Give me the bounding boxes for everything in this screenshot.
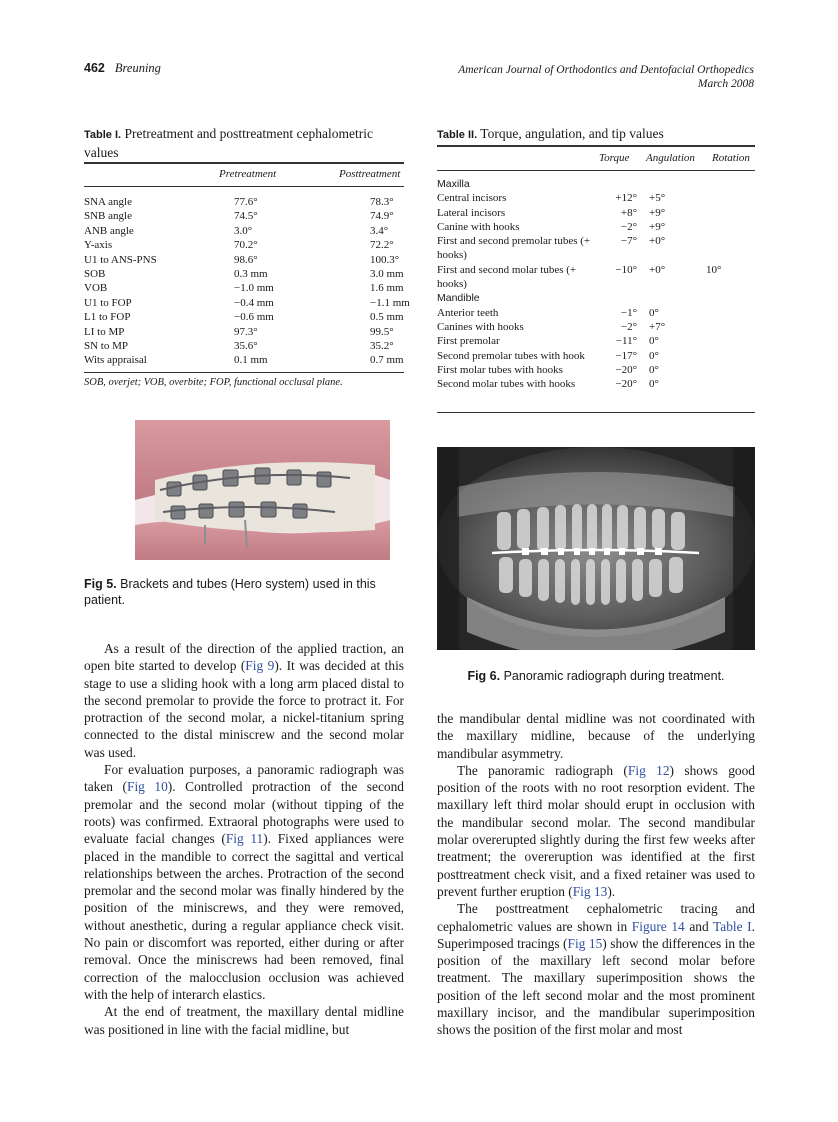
table1-post-value: 3.4° bbox=[370, 224, 389, 237]
table2-row bbox=[437, 263, 746, 292]
fig5-caption-text: Brackets and tubes (Hero system) used in this patient. bbox=[84, 577, 376, 607]
table2-torque-value: +8° bbox=[620, 206, 637, 219]
fig5-photo bbox=[135, 420, 390, 560]
table1-post-value: 72.2° bbox=[370, 239, 394, 252]
table1-col-pre: Pretreatment bbox=[219, 168, 277, 180]
figure14-link[interactable]: Figure 14 bbox=[631, 918, 685, 934]
table2-header-rule bbox=[437, 170, 755, 171]
table1-post-value: 0.5 mm bbox=[370, 311, 404, 324]
table1-post-value: −1.1 mm bbox=[370, 296, 410, 309]
table2-row-label: Mandible bbox=[437, 292, 480, 305]
table1-post-value: 99.5° bbox=[370, 325, 394, 338]
table1-row bbox=[84, 195, 430, 209]
table1-row bbox=[84, 339, 430, 353]
table1-footnote: SOB, overjet; VOB, overbite; FOP, functional occlusal plane. bbox=[84, 377, 343, 388]
table1-row bbox=[84, 310, 430, 324]
table1-row bbox=[84, 209, 430, 223]
table1-pre-value: 70.2° bbox=[234, 239, 258, 252]
table2-top-rule bbox=[437, 145, 755, 147]
table2-rotation-value bbox=[706, 377, 746, 391]
table1 bbox=[84, 195, 430, 368]
journal-issue: March 2008 bbox=[697, 78, 754, 90]
table2-row-label: Anterior teeth bbox=[437, 306, 499, 319]
table2-col-torque: Torque bbox=[599, 152, 630, 164]
paragraph: the mandibular dental midline was not coordinated with the maxillary midline, because of the underlying mandibular asymmetry. bbox=[437, 711, 755, 761]
table2-bottom-rule bbox=[437, 412, 755, 413]
table2-row bbox=[437, 349, 746, 363]
table1-bottom-rule bbox=[84, 372, 404, 373]
table1-row-label: SN to MP bbox=[84, 340, 129, 353]
table2-row-label: Maxilla bbox=[437, 178, 470, 190]
table2-col-rotation: Rotation bbox=[712, 152, 750, 164]
table2-row-label: Canine with hooks bbox=[437, 220, 520, 233]
table2-title: Torque, angulation, and tip values bbox=[480, 126, 664, 141]
table1-pre-value: 0.3 mm bbox=[234, 268, 268, 281]
table1-post-value: 74.9° bbox=[370, 210, 394, 223]
table2-rotation-value bbox=[706, 220, 746, 234]
table1-pre-value: −0.4 mm bbox=[234, 296, 274, 309]
fig13-link[interactable]: Fig 13 bbox=[572, 883, 608, 899]
table2-rotation-value bbox=[706, 206, 746, 220]
table2-rotation-value bbox=[706, 291, 746, 305]
table1-pre-value: 97.3° bbox=[234, 325, 258, 338]
table1-row bbox=[84, 238, 430, 252]
table2-angulation-value: 0° bbox=[649, 349, 659, 362]
table1-pre-value: 35.6° bbox=[234, 340, 258, 353]
fig6-label: Fig 6. bbox=[467, 669, 501, 683]
paragraph: As a result of the direction of the applied traction, an open bite started to develop (Fig 9). It was decided at this stage to use a sliding hook with a long arm placed distal to the second premolar to provide the force to protract it. For protraction of the second molar, a nickel-titanium spring connected to the distal miniscrew and the second molar was used. bbox=[84, 641, 404, 760]
paragraph: At the end of treatment, the maxillary dental midline was positioned in line with the facial midline, but bbox=[84, 1004, 404, 1037]
running-header-right bbox=[458, 63, 754, 91]
table2-angulation-value: +5° bbox=[649, 192, 666, 205]
table2-torque-value: −2° bbox=[620, 220, 637, 233]
table2-row bbox=[437, 363, 746, 377]
table2-row-label: First premolar bbox=[437, 335, 500, 348]
table2-row bbox=[437, 306, 746, 320]
table1-row-label: U1 to ANS-PNS bbox=[84, 253, 157, 266]
table1-post-value: 0.7 mm bbox=[370, 354, 404, 367]
table1-pre-value: 0.1 mm bbox=[234, 354, 268, 367]
table1-pre-value: 77.6° bbox=[234, 196, 258, 208]
table2 bbox=[437, 177, 746, 391]
panoramic-radiograph-illustration bbox=[437, 447, 755, 650]
table2-angulation-value: 0° bbox=[649, 363, 659, 376]
fig9-link[interactable]: Fig 9 bbox=[245, 658, 275, 674]
table2-group-row bbox=[437, 291, 746, 305]
table1-link[interactable]: Table I bbox=[713, 918, 752, 934]
brackets-photo-illustration bbox=[135, 420, 390, 560]
journal-name: American Journal of Orthodontics and Dentofacial Orthopedics bbox=[458, 64, 754, 76]
table2-row-label: Canines with hooks bbox=[437, 320, 524, 333]
table2-row bbox=[437, 377, 746, 391]
table1-row-label: SNA angle bbox=[84, 196, 132, 208]
table1-row-label: LI to MP bbox=[84, 325, 125, 338]
fig6-caption-text: Panoramic radiograph during treatment. bbox=[503, 669, 725, 683]
fig11-link[interactable]: Fig 11 bbox=[225, 831, 264, 847]
right-column-text bbox=[437, 710, 755, 1039]
paragraph: The posttreatment cephalometric tracing and cephalometric values are shown in Figure 14 and Table I. Superimposed tracings (Fig 15) show the differences in the position of the maxillary left second molar before treatment. The maxillary superimposition shows the position of the left second molar and the most prominent maxillary incisor, and the mandibular superimposition shows the position of the first molar and most bbox=[437, 901, 755, 1038]
table1-row-label: Y-axis bbox=[84, 239, 113, 252]
table1-caption bbox=[84, 125, 404, 161]
paragraph: The panoramic radiograph (Fig 12) shows good position of the roots with no root resorption evident. The maxillary left third molar should erupt in occlusion with the mandibular second molar. The second mandibular molar overerupted slightly during the first few weeks after treatment; the overeruption was identified at the first posttreatment check visit, and a fixed retainer was used to prevent further eruption (Fig 13). bbox=[437, 762, 755, 899]
table2-row bbox=[437, 334, 746, 348]
table2-row bbox=[437, 191, 746, 205]
table1-post-value: 1.6 mm bbox=[370, 282, 404, 295]
table2-torque-value: −11° bbox=[615, 335, 637, 348]
page-number: 462 bbox=[84, 61, 105, 75]
table2-angulation-value bbox=[639, 291, 706, 305]
fig10-link[interactable]: Fig 10 bbox=[127, 779, 168, 795]
table2-rotation-value bbox=[706, 306, 746, 320]
table2-angulation-value: +9° bbox=[649, 206, 666, 219]
table1-post-value: 35.2° bbox=[370, 340, 394, 353]
table1-row bbox=[84, 325, 430, 339]
table2-torque-value bbox=[595, 291, 639, 305]
table2-rotation-value bbox=[706, 363, 746, 377]
table2-rotation-value: 10° bbox=[706, 263, 722, 276]
table2-row bbox=[437, 206, 746, 220]
fig15-link[interactable]: Fig 15 bbox=[567, 935, 603, 951]
running-author: Breuning bbox=[114, 61, 161, 75]
table1-row bbox=[84, 267, 430, 281]
table2-row-label: Central incisors bbox=[437, 192, 507, 205]
table1-row bbox=[84, 353, 430, 367]
table2-row-label: First and second molar tubes (+ hooks) bbox=[437, 263, 577, 291]
running-header-left bbox=[84, 61, 161, 76]
fig6-radiograph bbox=[437, 447, 755, 650]
table2-torque-value: −17° bbox=[615, 349, 637, 362]
table2-torque-value: −20° bbox=[615, 378, 637, 391]
table2-rotation-value bbox=[706, 234, 746, 263]
table1-post-value: 3.0 mm bbox=[370, 268, 404, 281]
table2-angulation-value: 0° bbox=[649, 306, 659, 319]
table1-col-post: Posttreatment bbox=[339, 168, 401, 180]
table1-pre-value: −0.6 mm bbox=[234, 311, 274, 324]
table2-torque-value: −10° bbox=[615, 263, 637, 276]
table1-post-value: 100.3° bbox=[370, 253, 400, 266]
table1-row-label: U1 to FOP bbox=[84, 296, 132, 309]
table2-label: Table II. bbox=[437, 129, 478, 141]
table2-row-label: Second molar tubes with hooks bbox=[437, 378, 576, 391]
table2-rotation-value bbox=[706, 320, 746, 334]
table1-title: Pretreatment and posttreatment cephalometric values bbox=[84, 126, 373, 160]
table2-group-row bbox=[437, 177, 746, 191]
table2-torque-value: −2° bbox=[620, 320, 637, 333]
table1-row-label: VOB bbox=[84, 282, 108, 295]
table1-row-label: Wits appraisal bbox=[84, 354, 147, 367]
fig6-caption bbox=[437, 668, 755, 684]
table2-row bbox=[437, 220, 746, 234]
table1-row-label: SNB angle bbox=[84, 210, 132, 223]
table2-rotation-value bbox=[706, 334, 746, 348]
fig5-caption bbox=[84, 576, 404, 608]
table1-row bbox=[84, 224, 430, 238]
table2-angulation-value: +0° bbox=[649, 235, 666, 248]
fig12-link[interactable]: Fig 12 bbox=[627, 762, 670, 778]
table2-row-label: Second premolar tubes with hook bbox=[437, 349, 585, 362]
paragraph: For evaluation purposes, a panoramic radiograph was taken (Fig 10). Controlled protraction of the second premolar and the second molar (without tipping of the roots) was confirmed. Extraoral photographs were used to evaluate facial changes (Fig 11). Fixed appliances were placed in the mandible to correct the sagittal and vertical relationships between the arches. Protraction of the second premolar and the second molar was finally hindered by the position of the miniscrews, and they were removed, without anesthetic, during a regular appliance check visit. No pain or discomfort was reported, either during or after removal. Once the miniscrews had been removed, final correction of the malocclusion occlusion was achieved with the help of interarch elastics. bbox=[84, 762, 404, 1002]
fig5-label: Fig 5. bbox=[84, 577, 117, 591]
table1-pre-value: 98.6° bbox=[234, 253, 258, 266]
table2-angulation-value: +0° bbox=[649, 263, 666, 276]
table2-row bbox=[437, 320, 746, 334]
table2-col-angulation: Angulation bbox=[646, 152, 695, 164]
table2-rotation-value bbox=[706, 191, 746, 205]
table1-post-value: 78.3° bbox=[370, 196, 394, 208]
table2-torque-value: +12° bbox=[615, 192, 637, 205]
table2-angulation-value: 0° bbox=[649, 335, 659, 348]
table1-row-label: ANB angle bbox=[84, 224, 134, 237]
table1-top-rule bbox=[84, 162, 404, 164]
table2-torque-value: −20° bbox=[615, 363, 637, 376]
table1-pre-value: 3.0° bbox=[234, 224, 253, 237]
table1-pre-value: −1.0 mm bbox=[234, 282, 274, 295]
table1-label: Table I. bbox=[84, 129, 122, 141]
table1-row-label: SOB bbox=[84, 268, 106, 281]
table2-angulation-value bbox=[639, 177, 706, 191]
table2-torque-value bbox=[595, 177, 639, 191]
table1-row bbox=[84, 253, 430, 267]
table2-caption bbox=[437, 125, 755, 144]
table2-rotation-value bbox=[706, 177, 746, 191]
table2-torque-value: −1° bbox=[620, 306, 637, 319]
table2-row bbox=[437, 234, 746, 263]
table1-pre-value: 74.5° bbox=[234, 210, 258, 223]
table2-rotation-value bbox=[706, 349, 746, 363]
left-column-text bbox=[84, 640, 404, 1038]
table2-row-label: First and second premolar tubes (+ hooks) bbox=[437, 235, 591, 262]
table2-row-label: Lateral incisors bbox=[437, 206, 506, 219]
table1-row-label: L1 to FOP bbox=[84, 311, 131, 324]
table2-angulation-value: +7° bbox=[649, 320, 666, 333]
table2-row-label: First molar tubes with hooks bbox=[437, 363, 563, 376]
table2-angulation-value: 0° bbox=[649, 378, 659, 391]
table2-angulation-value: +9° bbox=[649, 220, 666, 233]
table1-row bbox=[84, 281, 430, 295]
table1-header-rule bbox=[84, 186, 404, 187]
table2-torque-value: −7° bbox=[620, 235, 637, 248]
table1-row bbox=[84, 296, 430, 310]
